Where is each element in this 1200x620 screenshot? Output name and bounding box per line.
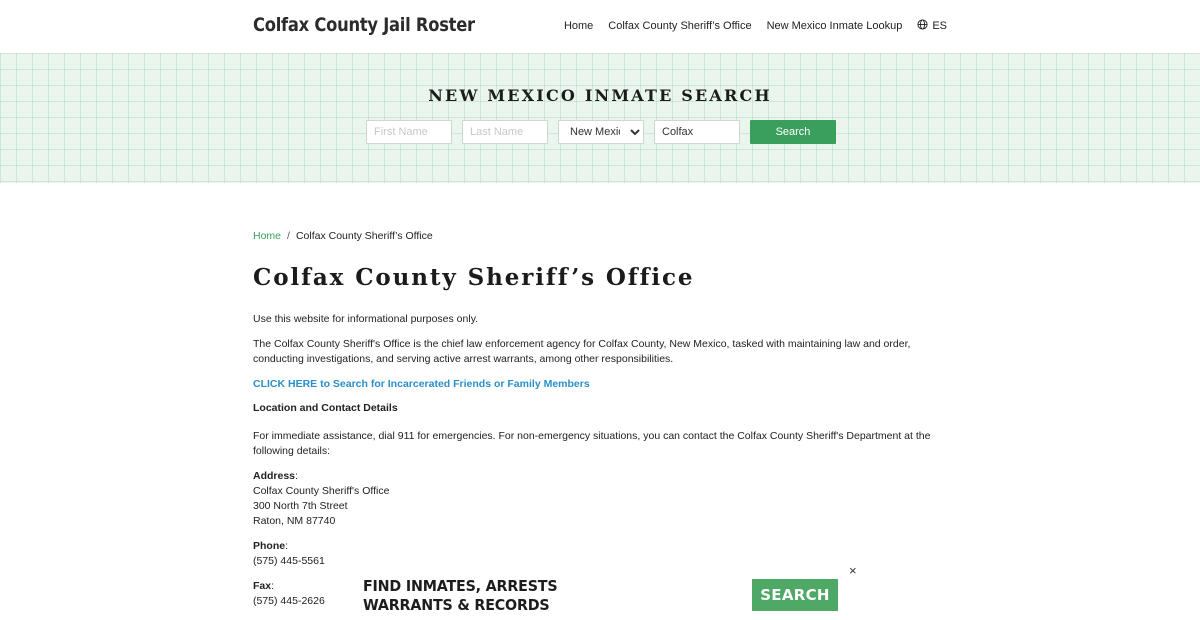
hero-title: NEW MEXICO INMATE SEARCH <box>428 86 772 105</box>
county-input[interactable] <box>654 120 740 144</box>
address-line-3: Raton, NM 87740 <box>253 515 336 527</box>
contact-intro-text: For immediate assistance, dial 911 for emergencies. For non-emergency situations, you can contact the Colfax County Sheriff's Department at the following details: <box>253 430 931 457</box>
globe-icon <box>917 19 928 33</box>
search-inmates-cta-link[interactable]: CLICK HERE to Search for Incarcerated Friends or Family Members <box>253 378 590 390</box>
phone-value: (575) 445-5561 <box>253 555 325 567</box>
nav-home[interactable]: Home <box>563 20 594 32</box>
breadcrumb-home[interactable]: Home <box>253 230 282 242</box>
sticky-ad-banner <box>0 563 1200 620</box>
breadcrumb-separator: / <box>287 230 290 242</box>
first-name-input[interactable] <box>366 120 452 144</box>
close-icon[interactable]: × <box>849 563 857 578</box>
address-label: Address <box>253 470 296 482</box>
address-line-2: 300 North 7th Street <box>253 500 348 512</box>
ad-line-1: FIND INMATES, ARRESTS <box>363 577 558 595</box>
breadcrumb-current: Colfax County Sheriff’s Office <box>295 230 433 242</box>
site-title-link[interactable]: Colfax County Jail Roster <box>253 14 475 36</box>
ad-search-button[interactable]: SEARCH <box>752 579 838 611</box>
address-block: Address: Colfax County Sheriff's Office 300 North 7th Street Raton, NM 87740 <box>253 469 933 529</box>
nav-inmate-lookup[interactable]: New Mexico Inmate Lookup <box>766 20 903 32</box>
intro-text: The Colfax County Sheriff's Office is the chief law enforcement agency for Colfax County, New Mexico, tasked with maintaining law and order, conducting investigations, and serving active arrest warrants, among other responsibilities. <box>253 338 911 365</box>
inmate-search-form <box>366 120 836 144</box>
breadcrumb <box>253 230 433 242</box>
search-button[interactable]: Search <box>750 120 836 144</box>
page-title: Colfax County Sheriff’s Office <box>253 264 695 291</box>
fax-block: Fax: (575) 445-2626 <box>253 579 933 609</box>
ad-headline <box>363 577 557 615</box>
state-select[interactable] <box>558 120 644 144</box>
main-nav <box>564 19 947 33</box>
inmate-search-hero <box>0 53 1200 183</box>
last-name-input[interactable] <box>462 120 548 144</box>
phone-block: Phone: (575) 445-5561 <box>253 539 933 569</box>
phone-label: Phone <box>253 540 286 552</box>
language-label: ES <box>932 20 947 32</box>
ad-line-2: WARRANTS & RECORDS <box>363 596 550 614</box>
fax-value: (575) 445-2626 <box>253 595 325 607</box>
fax-label: Fax <box>253 580 272 592</box>
location-contact-heading: Location and Contact Details <box>253 402 398 414</box>
section-heading <box>253 401 933 416</box>
nav-sheriffs-office[interactable]: Colfax County Sheriff’s Office <box>608 20 752 32</box>
site-header <box>0 0 1200 53</box>
disclaimer-text: Use this website for informational purposes only. <box>253 313 479 325</box>
address-line-1: Colfax County Sheriff's Office <box>253 485 390 497</box>
cta-paragraph <box>253 377 933 392</box>
language-toggle[interactable] <box>917 19 947 33</box>
